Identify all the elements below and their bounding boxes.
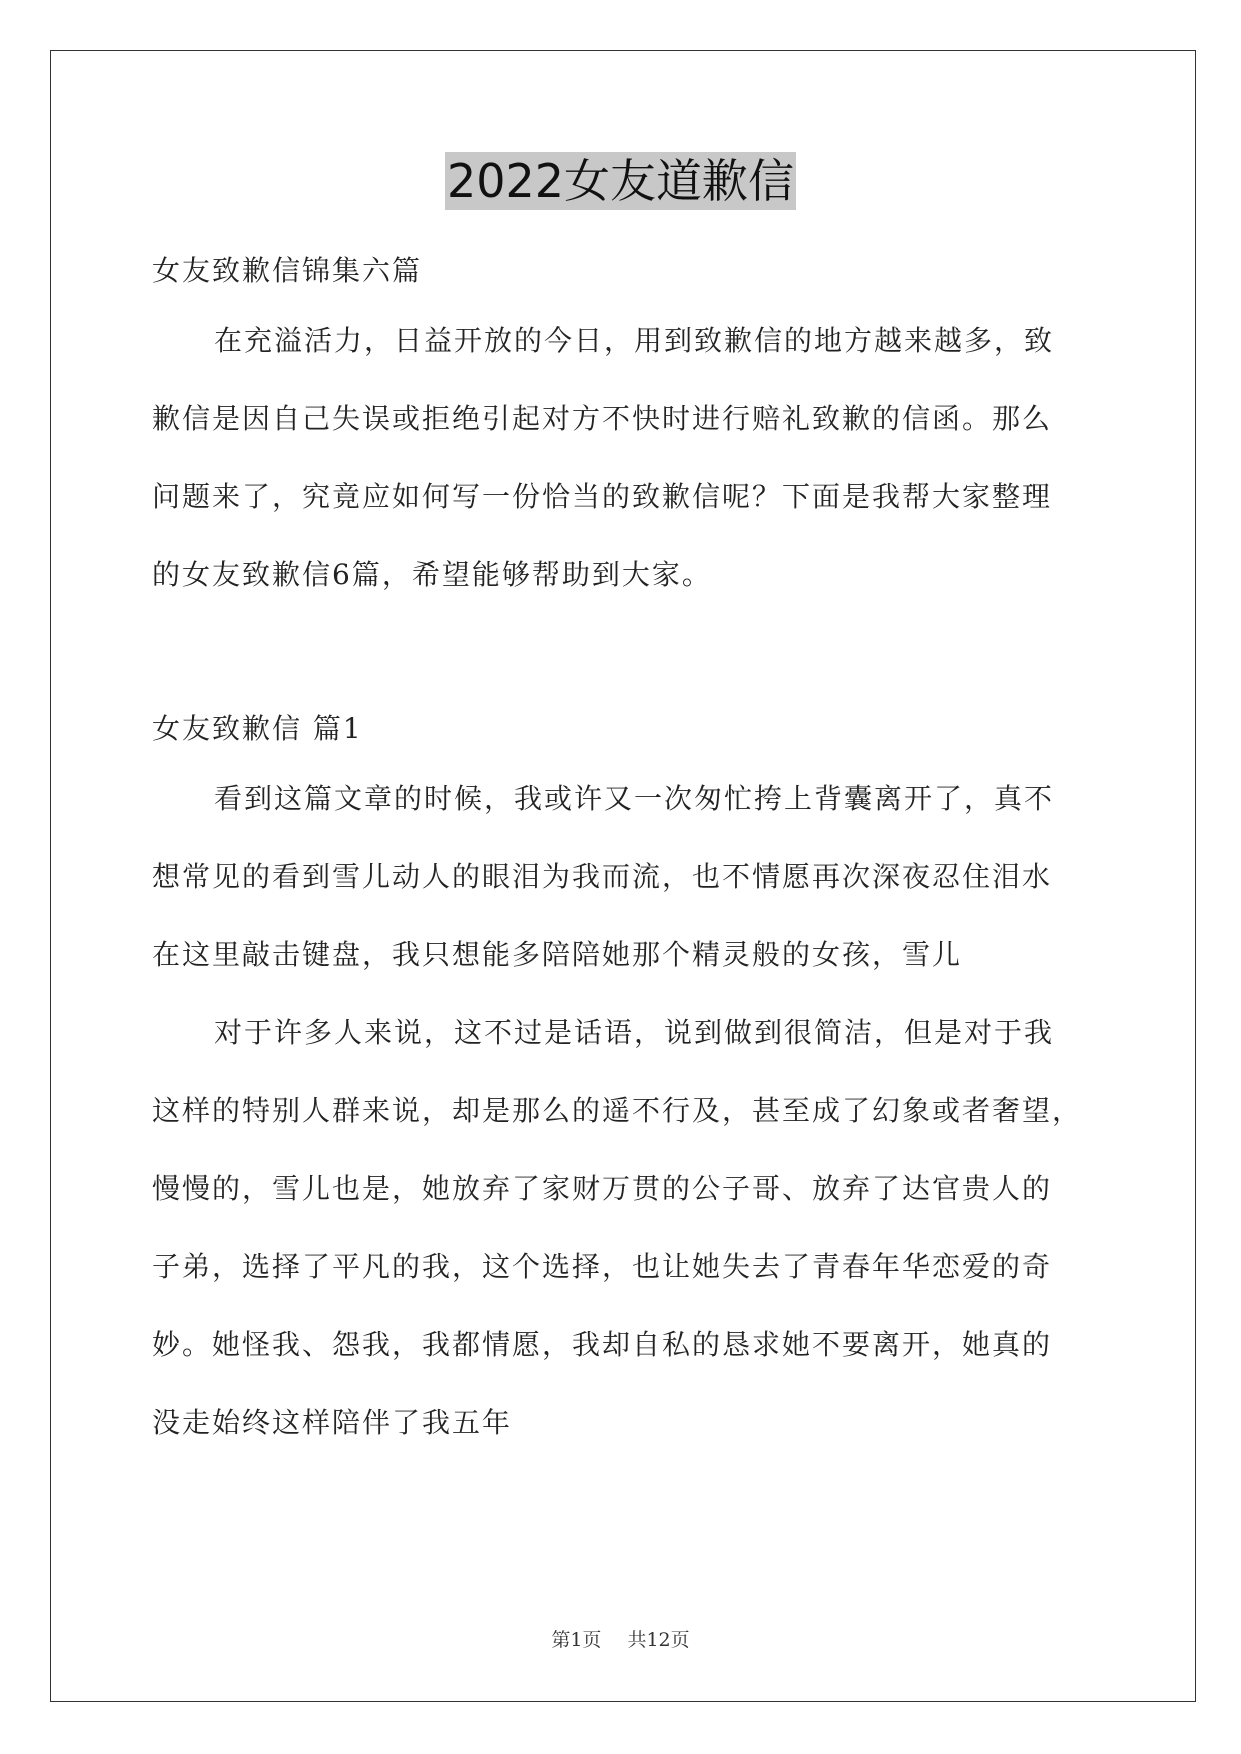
section-heading: 女友致歉信 篇1: [152, 712, 363, 745]
paragraph-1: [152, 760, 1092, 994]
paragraph-line: 这样的特别人群来说，却是那么的遥不行及，甚至成了幻象或者奢望，: [152, 1094, 1083, 1127]
intro-line: 的女友致歉信6篇，希望能够帮助到大家。: [152, 558, 712, 591]
page-footer: [0, 1625, 1241, 1652]
title-container: [0, 152, 1241, 210]
intro-line: 在充溢活力，日益开放的今日，用到致歉信的地方越来越多，致: [214, 324, 1055, 357]
paragraph-line: 想常见的看到雪儿动人的眼泪为我而流，也不情愿再次深夜忍住泪水: [152, 860, 1053, 893]
intro-paragraph: [152, 302, 1092, 614]
paragraph-line: 在这里敲击键盘，我只想能多陪陪她那个精灵般的女孩，雪儿: [152, 938, 963, 971]
paragraph-line: 看到这篇文章的时候，我或许又一次匆忙挎上背囊离开了，真不: [214, 782, 1055, 815]
paragraph-line: 妙。她怪我、怨我，我都情愿，我却自私的恳求她不要离开，她真的: [152, 1328, 1053, 1361]
paragraph-line: 没走始终这样陪伴了我五年: [152, 1406, 513, 1439]
paragraph-2: [152, 994, 1092, 1462]
page-number: 第1页: [551, 1629, 602, 1651]
intro-line: 问题来了，究竟应如何写一份恰当的致歉信呢？下面是我帮大家整理: [152, 480, 1053, 513]
document-title: 2022女友道歉信: [446, 154, 795, 208]
paragraph-line: 子弟，选择了平凡的我，这个选择，也让她失去了青春年华恋爱的奇: [152, 1250, 1053, 1283]
subtitle: 女友致歉信锦集六篇: [152, 254, 423, 287]
page-total: 共12页: [627, 1629, 690, 1651]
paragraph-line: 慢慢的，雪儿也是，她放弃了家财万贯的公子哥、放弃了达官贵人的: [152, 1172, 1053, 1205]
intro-line: 歉信是因自己失误或拒绝引起对方不快时进行赔礼致歉的信函。那么: [152, 402, 1053, 435]
paragraph-line: 对于许多人来说，这不过是话语，说到做到很简洁，但是对于我: [214, 1016, 1055, 1049]
